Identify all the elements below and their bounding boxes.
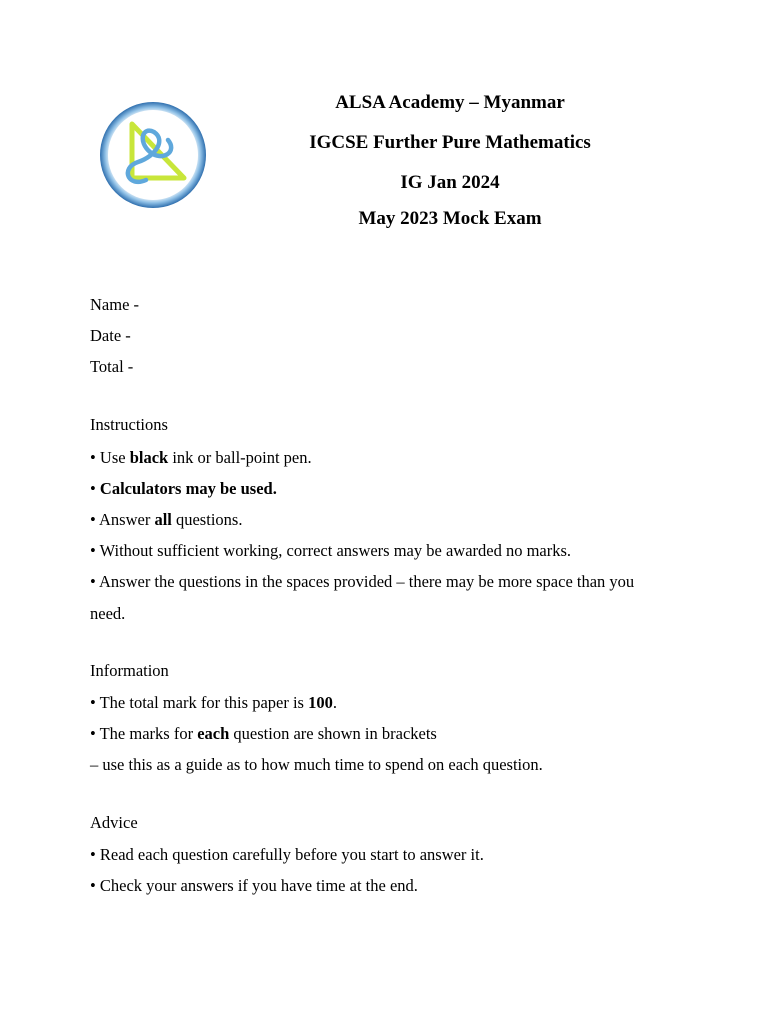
information-item: • The marks for each question are shown in brackets (90, 724, 437, 743)
exam-title: May 2023 Mock Exam (358, 208, 542, 229)
information-item: • The total mark for this paper is 100. (90, 693, 337, 712)
alsa-academy-logo-icon (98, 100, 208, 210)
instruction-item: • Answer all questions. (90, 510, 243, 529)
information-item: – use this as a guide as to how much time to spend on each question. (90, 755, 543, 774)
instruction-item-continued: need. (90, 604, 126, 623)
instructions-heading: Instructions (90, 415, 168, 434)
course-title: IGCSE Further Pure Mathematics (309, 132, 591, 153)
instruction-item: • Calculators may be used. (90, 479, 277, 498)
advice-item: • Check your answers if you have time at the end. (90, 876, 418, 895)
information-heading: Information (90, 661, 169, 680)
instruction-item: • Use black ink or ball-point pen. (90, 448, 312, 467)
advice-heading: Advice (90, 813, 138, 832)
total-field-label: Total - (90, 357, 134, 376)
instruction-item: • Without sufficient working, correct answers may be awarded no marks. (90, 541, 572, 560)
date-field-label: Date - (90, 326, 131, 345)
school-title: ALSA Academy – Myanmar (335, 92, 565, 113)
name-field-label: Name - (90, 295, 140, 314)
instruction-item: • Answer the questions in the spaces provided – there may be more space than you (90, 572, 635, 591)
session-title: IG Jan 2024 (400, 172, 500, 193)
advice-item: • Read each question carefully before you start to answer it. (90, 845, 484, 864)
